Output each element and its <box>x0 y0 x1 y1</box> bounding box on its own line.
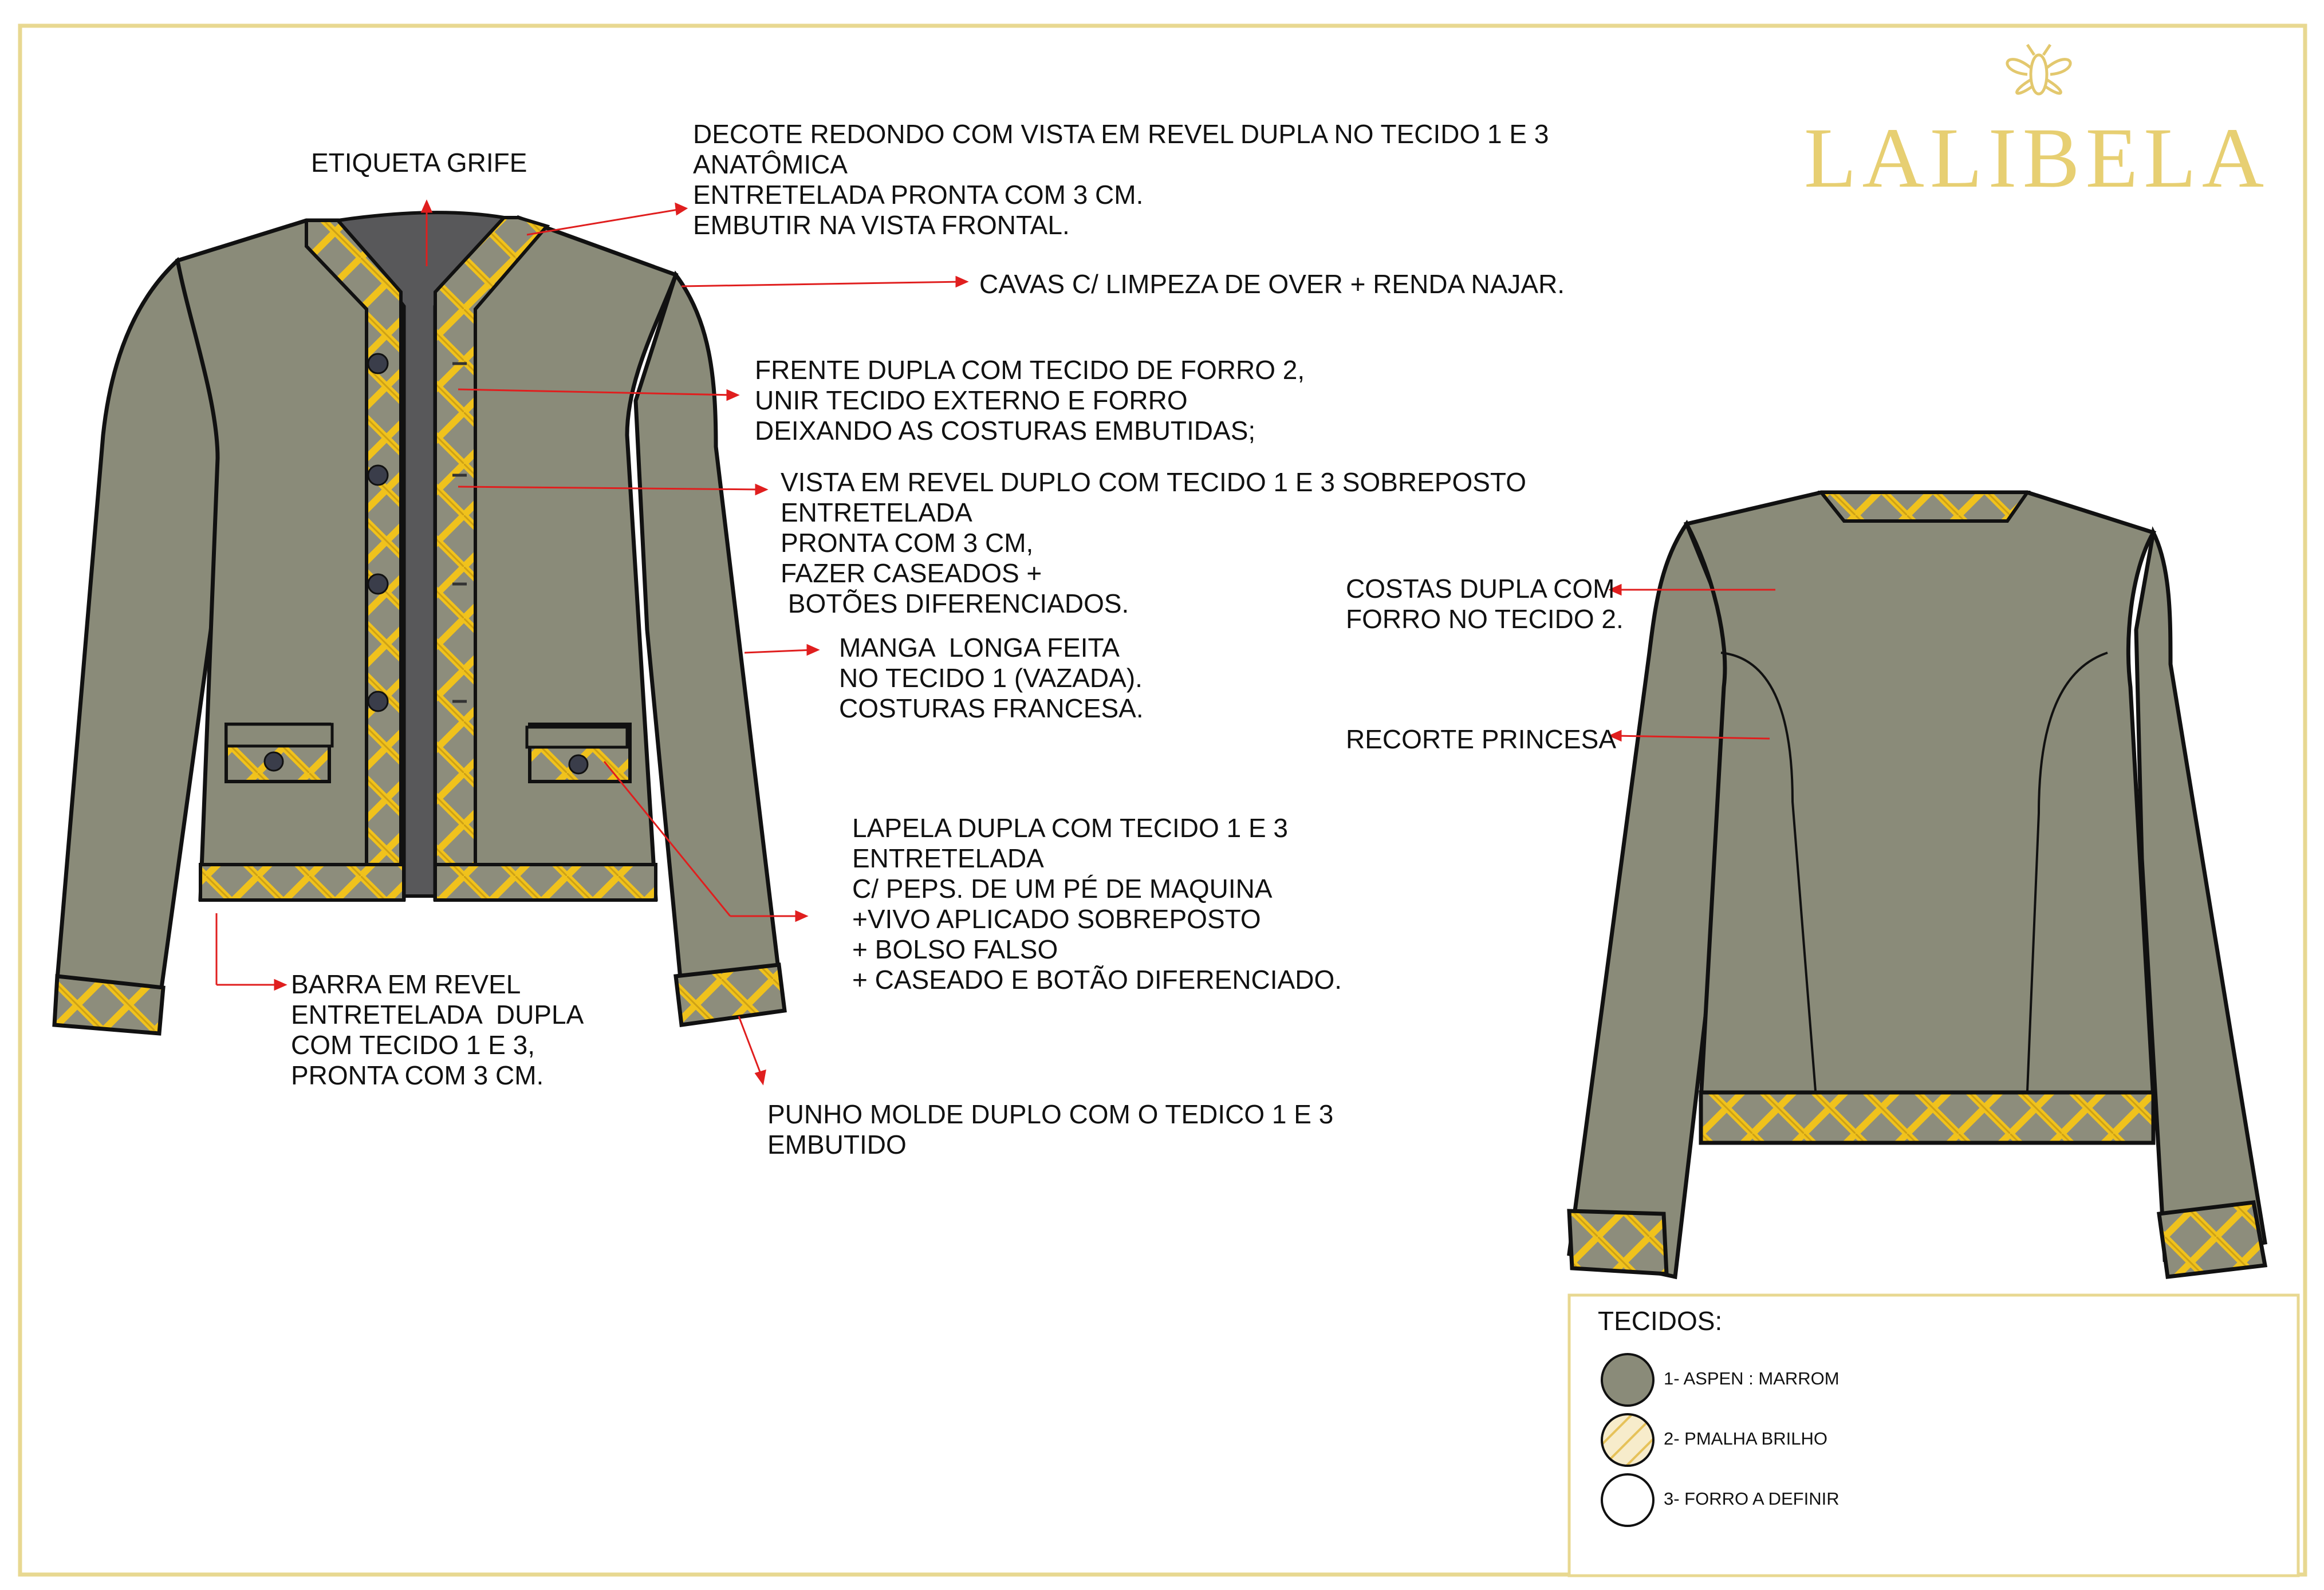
back-cuff-right <box>2159 1202 2265 1277</box>
bee-icon <box>2007 45 2070 94</box>
note-punho: PUNHO MOLDE DUPLO COM O TEDICO 1 E 3 EMBUTIDO <box>767 1099 1334 1159</box>
note-costas: COSTAS DUPLA COM FORRO NO TECIDO 2. <box>1346 574 1624 634</box>
pocket-left <box>226 724 332 782</box>
note-frente: FRENTE DUPLA COM TECIDO DE FORRO 2, UNIR TECIDO EXTERNO E FORRO DEIXANDO AS COSTURAS EMBUTIDAS; <box>755 355 1305 445</box>
back-body <box>1687 492 2153 1099</box>
note-decote: DECOTE REDONDO COM VISTA EM REVEL DUPLA NO TECIDO 1 E 3 ANATÔMICA ENTRETELADA PRONTA COM 3 CM. EMBUTIR NA VISTA FRONTAL. <box>693 119 1549 240</box>
legend-item-3: 3- FORRO A DEFINIR <box>1664 1489 1839 1509</box>
note-recorte: RECORTE PRINCESA <box>1346 724 1617 754</box>
swatch-fabric-2 <box>1602 1414 1653 1466</box>
hem-band-right <box>435 865 656 900</box>
legend-title: TECIDOS: <box>1598 1306 1723 1336</box>
cuff-right <box>676 965 785 1025</box>
cuff-left <box>54 976 163 1033</box>
note-barra: BARRA EM REVEL ENTRETELADA DUPLA COM TECIDO 1 E 3, PRONTA COM 3 CM. <box>291 969 584 1090</box>
brand-logo: LALIBELA <box>1804 111 2270 206</box>
front-jacket <box>54 212 785 1033</box>
legend-item-1: 1- ASPEN : MARROM <box>1664 1368 1839 1388</box>
back-cuff-left <box>1569 1211 1667 1274</box>
note-vista: VISTA EM REVEL DUPLO COM TECIDO 1 E 3 SOBREPOSTO ENTRETELADA PRONTA COM 3 CM, FAZER CASEADOS + BOTÕES DIFERENCIADOS. <box>781 467 1526 618</box>
note-etiqueta: ETIQUETA GRIFE <box>311 148 527 177</box>
note-manga: MANGA LONGA FEITA NO TECIDO 1 (VAZADA). COSTURAS FRANCESA. <box>839 633 1144 723</box>
back-hem-band <box>1701 1092 2153 1143</box>
back-jacket <box>1569 492 2265 1277</box>
note-cavas: CAVAS C/ LIMPEZA DE OVER + RENDA NAJAR. <box>979 269 1565 299</box>
hem-band-left <box>200 865 404 900</box>
back-left-sleeve <box>1569 524 1730 1277</box>
swatch-fabric-1 <box>1602 1354 1653 1406</box>
note-lapela: LAPELA DUPLA COM TECIDO 1 E 3 ENTRETELADA C/ PEPS. DE UM PÉ DE MAQUINA +VIVO APLICADO SOBREPOSTO + BOLSO FALSO + CASEADO E BOTÃO DIFERENCIADO. <box>852 813 1342 995</box>
back-neck-band <box>1821 492 2027 521</box>
legend-item-2: 2- PMALHA BRILHO <box>1664 1429 1827 1449</box>
swatch-fabric-3 <box>1602 1474 1653 1526</box>
back-right-sleeve <box>2136 532 2265 1260</box>
